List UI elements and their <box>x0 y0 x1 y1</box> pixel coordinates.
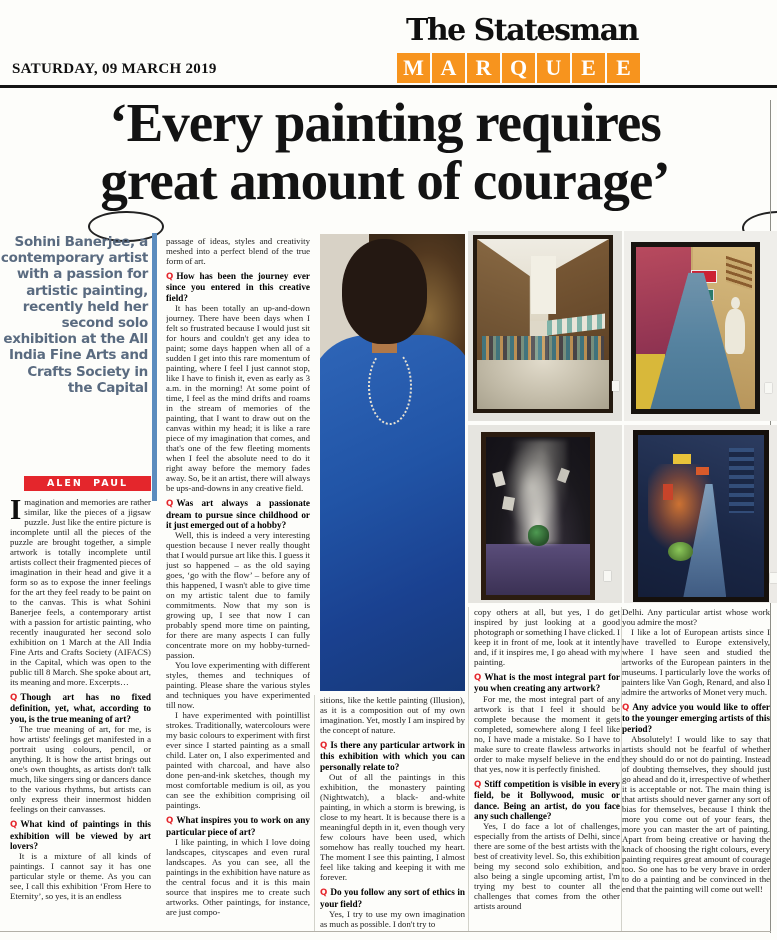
marquee-letter: R <box>475 55 492 80</box>
paragraph: Absolutely! I would like to say that artists should not be fearful of whether they should do or not do painting. Instead of doubting themselves, they should just go ahead and do it, irrespective of whether it is acceptable or not. The main thing is that artists should never garner any sort of bias for themselves, because I think the more you come out of your fears, the more you can master the art of painting. Apart from being creative or having the knack of choosing the right colours, every painting requires great amount of courage too. So one has to be very brave in order to do a painting and be convinced in the end that the painting will come out well! <box>622 734 770 895</box>
question: Q Is there any particular artwork in this exhibition with which you can personally relate to? <box>320 740 465 772</box>
paragraph: copy others at all, but yes, I do get inspired by just looking at a good photograph or something I have clicked. I keep it in front of me, look at it intently and, if it inspires me, I go ahead with my painting. <box>474 607 620 667</box>
masthead-rule <box>0 85 777 88</box>
artist-photo <box>320 234 465 691</box>
q-mark: Q <box>474 779 482 790</box>
painting-green-kettle <box>528 525 550 546</box>
q-mark: Q <box>10 820 18 831</box>
marquee-letter: U <box>545 55 562 80</box>
q-mark: Q <box>320 888 328 899</box>
marquee-letter: E <box>581 55 596 80</box>
q-mark: Q <box>622 703 630 713</box>
standfirst: Sohini Banerjee, a contemporary artist with a passion for artistic painting, recently held her second solo exhibition at the All India Fine Arts and Crafts Society in the Capital <box>0 234 148 396</box>
question: Q What kind of paintings in this exhibition will be viewed by art lovers? <box>10 819 151 852</box>
painting-table <box>486 544 590 595</box>
marquee-letter: M <box>403 55 424 80</box>
gallery-wall <box>468 425 622 603</box>
paragraph: I like a lot of European artists since I have travelled to Europe extensively, where I have seen and studied the artworks of the European painters in the museums. I particularly love the works of painters like Van Gogh, Renard, and also I admire the artworks of Monet very much. <box>622 627 770 697</box>
column-rule <box>468 607 469 931</box>
painting-green-bush <box>668 542 693 561</box>
marquee-letter-box <box>502 53 535 83</box>
painting-neon-sign <box>663 484 673 500</box>
q-mark: Q <box>320 741 328 751</box>
paragraph: I have experimented with pointillist strokes. Traditionally, watercolours were my basic colours to experiment with first ever since I started painting as a small child. Later on, I also experimented and painted with charcoal, and have also done pen-and-ink sketches, though my most comfortable medium is oil, as you can see the exhibition comprising oil paintings. <box>166 710 310 811</box>
marquee-letter-box <box>432 53 465 83</box>
article-column-5 <box>622 607 770 933</box>
column-rule <box>314 695 315 931</box>
marquee-letter-box <box>537 53 570 83</box>
painting-windows <box>729 448 754 513</box>
question: Q Any advice you would like to offer to the younger emerging artists of this period? <box>622 702 770 734</box>
q-mark: Q <box>10 693 18 703</box>
paragraph: The true meaning of art, for me, is how artists' feelings get manifested in a portrait using colours, pencil, or anything. It is how the artist brings out one's own thoughts, as artists don't talk much, like singers sing or dancers dance to the various rhythms, but artists can only express their innermost hidden feelings on their canvasses. <box>10 724 151 815</box>
wall-label <box>770 573 777 583</box>
byline-badge: ALEN PAUL <box>24 476 151 491</box>
marquee-letter-box <box>572 53 605 83</box>
painting-crowd <box>482 336 603 362</box>
marquee-letter-box <box>467 53 500 83</box>
headline-line-1: ‘Every painting requires <box>109 92 661 153</box>
masthead-brand: The Statesman <box>406 13 638 48</box>
paragraph: Well, this is indeed a very interesting question because I never really thought that I would pursue art like this. I guess it just so happened – as the old saying goes, ‘go with the flow’ – before any of this happened, I wasn't able to give time on my artistic talent due to family commitments. Now that my son is growing up, I see that now I can probably spend more time on painting, for there are many aspects I can fully concentrate more on my hobby-turned-passion. <box>166 530 310 661</box>
dateline: SATURDAY, 09 MARCH 2019 <box>12 61 217 77</box>
wall-label <box>604 571 611 581</box>
alley-painting <box>631 242 760 414</box>
paragraph: For me, the most integral part of any artwork is that I feel it should be complete because the moment it gets completed, somewhere along I feel like no, I have made a mistake. So I have to make sure to create flawless artworks in order to make myself believe in the end that yes, now it is perfectly finished. <box>474 693 620 774</box>
article-column-3 <box>320 695 465 933</box>
gallery-wall <box>468 231 622 421</box>
kettle-smoke-painting <box>481 432 595 600</box>
paragraph: Out of all the paintings in this exhibition, the monastery painting (Nightwatch), a black- and-white painting, in which a storm is brewing, is close to my heart. It is because there is a meaningful depth in it, even though very few colours have been used, which somehow has really touched my heart. The moment I see this painting, I almost feel like taking and keeping it with me forever. <box>320 772 465 883</box>
marquee-letter-box <box>397 53 430 83</box>
paragraph: It has been totally an up-and-down journey. There have been days when I felt so frustrated because I would just sit for hours and couldn't get any idea to paint; some days happen when all of a sudden I get into this rare momentum of painting, where I feel I just cannot stop, like I have to finish it, even as early as 3 a.m. in the morning! At some point of time, I feel as the mind drifts and roams in the stream of memories of the painting, that I want to draw out on the canvas within my head; it is like a rare piece of my imagination that comes, and that's one of the few fleeting moments when I feel the absolute need to do it right away before the memory fades away. So, be it an artist, there will always be ups-and-downs in any creative field. <box>166 303 310 494</box>
article-column-2 <box>166 236 310 933</box>
wall-label <box>765 383 772 393</box>
lead-paragraph: Imagination and memories are rather similar, like the pieces of a jigsaw puzzle. Just like the entire picture is incomplete until all the pieces of the puzzle are brought together, a simple artwork is totally incomplete until artists collect their fragmented pieces of imagination in their head and give it a form so as to expose the inner feelings for the art they feel ready to be paint on to the canvas. This is what Sohini Banerjee feels, a contemporary artist with a passion for artistic painting, who recently inaugurated her second solo exhibition on 1 March at the All India Fine Arts and Crafts Society (AIFACS) in the Capital, which was open to the public till 8 March. She spoke about art, its meaning and more. Excerpts… <box>10 497 151 687</box>
paragraph: Yes, I do face a lot of challenges, especially from the artists of Delhi, since there are some of the best artists with the best of creativity level. So, this exhibition being my second solo exhibition, and also being a single upcoming artist, I'm trying my best to counter all the challenges that comes from the other artists around <box>474 821 620 912</box>
drop-cap: I <box>10 497 22 526</box>
paragraph: You love experimenting with different styles, themes and techniques of painting. Please share the various styles and techniques you have experimented till now. <box>166 660 310 711</box>
q-mark: Q <box>166 499 174 510</box>
article-column-1 <box>10 497 151 933</box>
paragraph: sitions, like the kettle painting (Illusion), as it is a composition out of my own imagination. Yet, mostly I am inspired by the concept of nature. <box>320 695 465 735</box>
question: Q Stiff competition is visible in every field, be it Bollywood, music or dance. Being an artist, do you face any such challenge? <box>474 778 620 822</box>
painting-street <box>477 360 609 409</box>
paragraph: I like painting, in which I love doing landscapes, cityscapes and even rural landscapes. As you can see, all the paintings in the exhibition have nature as the central focus and it is this main source that inspires me to create such artworks. Other paintings, for instance, are just compo- <box>166 837 310 918</box>
question: Q What is the most integral part for you when creating any artwork? <box>474 672 620 694</box>
headline-line-2: great amount of courage’ <box>100 150 670 211</box>
marquee-letter: A <box>440 55 457 80</box>
painting-tower <box>531 256 556 314</box>
q-mark: Q <box>166 272 174 282</box>
marquee-letter: Q <box>509 55 528 80</box>
standfirst-rule <box>152 233 157 501</box>
question: Q Though art has no fixed definition, yet, what, according to you, is the true meaning of art? <box>10 692 151 724</box>
market-street-painting <box>473 235 613 413</box>
question: Q Was art always a passionate dream to pursue since childhood or it just emerged out of a hobby? <box>166 498 310 531</box>
question: Q What inspires you to work on any particular piece of art? <box>166 815 310 837</box>
headline <box>0 94 770 210</box>
wall-label <box>612 381 619 391</box>
paragraph: Delhi. Any particular artist whose work you admire the most? <box>622 607 770 627</box>
gallery-wall <box>624 425 777 603</box>
marquee-letter-box <box>607 53 640 83</box>
night-city-painting <box>633 430 769 602</box>
painting-neon-sign <box>673 454 691 464</box>
question: Q How has been the journey ever since you entered in this creative field? <box>166 271 310 303</box>
paragraph: Yes, I try to use my own imagination as much as possible. I don't try to <box>320 909 465 930</box>
paragraph: It is a mixture of all kinds of paintings. I cannot say it has one particular style or theme. As you can see, I call this exhibition ‘From Here to Eternity’, so yes, it is an endless <box>10 851 151 902</box>
gallery-wall <box>624 231 777 421</box>
q-mark: Q <box>474 673 482 683</box>
paragraph: passage of ideas, styles and creativity meshed into a perfect blend of the true form of art. <box>166 236 310 266</box>
article-column-4 <box>474 607 620 933</box>
marquee-letter: E <box>616 55 631 80</box>
artist-hair <box>342 239 428 344</box>
question: Q Do you follow any sort of ethics in your field? <box>320 887 465 909</box>
painting-white-figure <box>725 309 745 354</box>
painting-neon-sign <box>696 467 709 475</box>
marquee-banner <box>397 53 640 83</box>
q-mark: Q <box>166 816 174 827</box>
